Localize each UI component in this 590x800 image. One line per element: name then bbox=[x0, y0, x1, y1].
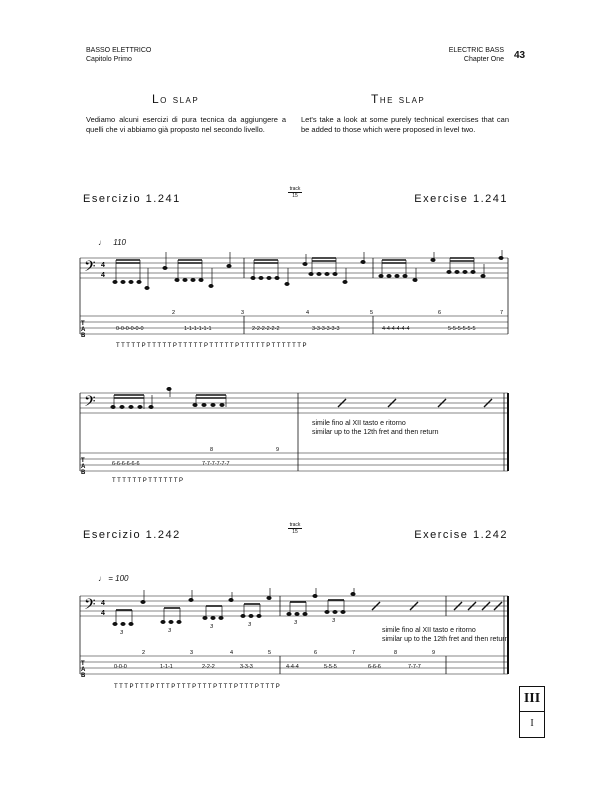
quarter-note-icon: ♩ bbox=[98, 574, 106, 583]
track-label: track bbox=[289, 186, 301, 192]
tab-group: 1-1-1-1-1-1 bbox=[184, 326, 212, 332]
time-sig-top: 4 bbox=[101, 262, 105, 269]
book-title-it: BASSO ELETTRICO bbox=[86, 47, 152, 54]
triplet-mark: 3 bbox=[210, 624, 214, 630]
tab-group: 6-6-6 bbox=[368, 664, 381, 670]
fret-marker: 5 bbox=[268, 650, 272, 656]
tab-clef-a: A bbox=[81, 667, 86, 673]
tempo-value: 100 bbox=[115, 574, 129, 583]
triplet-marks bbox=[120, 618, 336, 636]
fret-marker: 5 bbox=[370, 310, 374, 316]
tab-numbers bbox=[114, 664, 421, 670]
tempo-value: 110 bbox=[113, 238, 126, 247]
tempo-mark-1 bbox=[98, 238, 126, 247]
track-number: 15 bbox=[292, 529, 298, 535]
tab-clef-b: B bbox=[81, 470, 86, 476]
exercise-2-label-en: Exercise 1.242 bbox=[414, 529, 508, 541]
chapter-title-it: Capitolo Primo bbox=[86, 56, 132, 63]
fret-marker: 4 bbox=[230, 650, 234, 656]
simile-text-it: simile fino al XII tasto e ritorno bbox=[382, 627, 476, 634]
fret-marker: 8 bbox=[394, 650, 398, 656]
tab-clef-b: B bbox=[81, 673, 86, 679]
staff-lines bbox=[80, 258, 508, 278]
tab-lines bbox=[80, 316, 508, 334]
bass-clef-icon: 𝄢 bbox=[84, 596, 96, 616]
tab-group: 0-0-0 bbox=[114, 664, 127, 670]
triplet-mark: 3 bbox=[168, 628, 172, 634]
quarter-note-icon: ♩ bbox=[98, 238, 106, 247]
tempo-mark-2: ♩ = 100 bbox=[98, 574, 129, 583]
section-title-en: The slap bbox=[371, 92, 426, 106]
tab-lines bbox=[80, 453, 508, 471]
tab-group: 5-5-5 bbox=[324, 664, 337, 670]
intro-text-it: Vediamo alcuni esercizi di pura tecnica da aggiungere a quelli che vi abbiamo già proposto nel secondo livello. bbox=[86, 115, 286, 134]
tab-numbers bbox=[116, 326, 476, 332]
tab-group: 4-4-4-4-4-4 bbox=[382, 326, 410, 332]
book-title-en: ELECTRIC BASS bbox=[448, 47, 504, 54]
fret-marker: 8 bbox=[210, 447, 214, 453]
fret-marker: 6 bbox=[438, 310, 442, 316]
triplet-mark: 3 bbox=[294, 620, 298, 626]
tab-group: 0-0-0-0-0-0 bbox=[116, 326, 144, 332]
page-number: 43 bbox=[514, 50, 526, 61]
fret-marker: 7 bbox=[352, 650, 356, 656]
fret-markers bbox=[142, 650, 435, 656]
fret-marker: 7 bbox=[500, 310, 504, 316]
intro-text-en: Let's take a look at some purely technical exercises that can be added to those which were proposed in level two. bbox=[301, 115, 509, 134]
triplet-mark: 3 bbox=[120, 630, 124, 636]
track-number: 15 bbox=[292, 193, 298, 199]
tab-group: 2-2-2 bbox=[202, 664, 215, 670]
fret-marker: 6 bbox=[314, 650, 318, 656]
fret-marker: 3 bbox=[241, 310, 245, 316]
chapter-number: I bbox=[530, 718, 534, 729]
simile-text-en: similar up to the 12th fret and then return bbox=[382, 636, 509, 643]
header-right bbox=[449, 46, 504, 64]
section-title-it: Lo slap bbox=[152, 92, 200, 106]
exercise-1-label-en: Exercise 1.241 bbox=[414, 193, 508, 205]
track-marker-2 bbox=[284, 522, 306, 535]
tab-group: 4-4-4 bbox=[286, 664, 299, 670]
time-sig-top: 4 bbox=[101, 600, 105, 607]
barlines bbox=[80, 258, 508, 334]
exercise-2-label-it: Esercizio 1.242 bbox=[83, 529, 181, 541]
bass-clef-icon: 𝄢 bbox=[84, 393, 96, 413]
tab-group: 7-7-7-7-7-7 bbox=[202, 461, 230, 467]
fret-marker: 2 bbox=[172, 310, 176, 316]
tab-group: 7-7-7 bbox=[408, 664, 421, 670]
tab-group: 1-1-1 bbox=[160, 664, 173, 670]
triplet-mark: 3 bbox=[332, 618, 336, 624]
exercise-1-row-2-score bbox=[76, 385, 512, 485]
note-groups bbox=[113, 588, 355, 626]
fret-marker: 9 bbox=[432, 650, 436, 656]
fret-markers bbox=[172, 310, 503, 316]
note-groups bbox=[113, 250, 503, 290]
tab-group: 6-6-6-6-6-6 bbox=[112, 461, 140, 467]
tab-clef-t: T bbox=[81, 458, 85, 464]
time-sig-bottom: 4 bbox=[101, 272, 105, 279]
technique-row: T T T T T P T T T T T P T T T T T P T T T T T P T T T T T P T T T T T T P bbox=[116, 343, 307, 349]
triplet-mark: 3 bbox=[248, 622, 252, 628]
level-number: III bbox=[520, 687, 544, 712]
fret-marker: 3 bbox=[190, 650, 194, 656]
fret-marker: 2 bbox=[142, 650, 146, 656]
chapter-title-en: Chapter One bbox=[463, 56, 504, 63]
simile-note-2 bbox=[382, 626, 508, 644]
tab-clef-a: A bbox=[81, 327, 86, 333]
fret-marker: 9 bbox=[276, 447, 280, 453]
tab-clef-t: T bbox=[81, 321, 85, 327]
fret-marker: 4 bbox=[306, 310, 310, 316]
level-badge bbox=[519, 686, 545, 738]
tab-group: 5-5-5-5-5-5 bbox=[448, 326, 476, 332]
technique-row: T T T P T T T P T T T P T T T P T T T P T T T P T T T P T T T P bbox=[114, 684, 280, 690]
tab-group: 3-3-3-3-3-3 bbox=[312, 326, 340, 332]
simile-note-1 bbox=[312, 419, 438, 437]
tab-clef-a: A bbox=[81, 464, 86, 470]
exercise-1-row-1-score bbox=[76, 250, 512, 350]
technique-row: T T T T T T P T T T T T T P bbox=[112, 478, 184, 484]
bass-clef-icon: 𝄢 bbox=[84, 258, 96, 278]
tab-group: 2-2-2-2-2-2 bbox=[252, 326, 280, 332]
simile-text-en: similar up to the 12th fret and then return bbox=[312, 429, 439, 436]
simile-text-it: simile fino al XII tasto e ritorno bbox=[312, 420, 406, 427]
tab-group: 3-3-3 bbox=[240, 664, 253, 670]
exercise-1-label-it: Esercizio 1.241 bbox=[83, 193, 181, 205]
track-marker-1 bbox=[284, 186, 306, 199]
header-left bbox=[86, 46, 151, 64]
time-sig-bottom: 4 bbox=[101, 610, 105, 617]
tab-clef-b: B bbox=[81, 333, 86, 339]
tab-clef-t: T bbox=[81, 661, 85, 667]
track-label: track bbox=[289, 522, 301, 528]
